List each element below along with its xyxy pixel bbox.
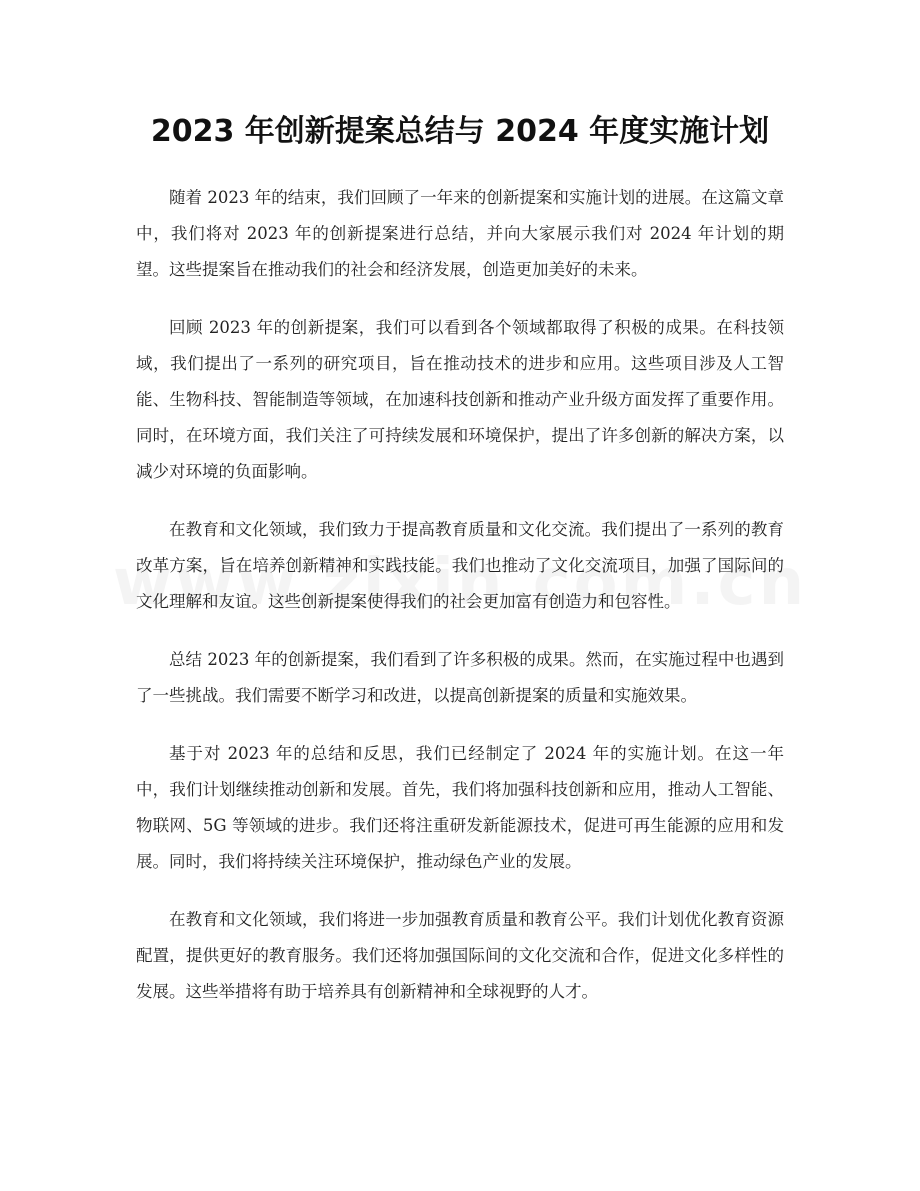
paragraph-5: 基于对 2023 年的总结和反思，我们已经制定了 2024 年的实施计划。在这一年中，我们计划继续推动创新和发展。首先，我们将加强科技创新和应用，推动人工智能、物联网、5G 等领域的进步。我们还将注重研发新能源技术，促进可再生能源的应用和发展。同时，我们将持续关注环境保护，推动绿色产业的发展。 [136,744,784,871]
paragraph-3: 在教育和文化领域，我们致力于提高教育质量和文化交流。我们提出了一系列的教育改革方案，旨在培养创新精神和实践技能。我们也推动了文化交流项目，加强了国际间的文化理解和友谊。这些创新提案使得我们的社会更加富有创造力和包容性。 [136,520,784,611]
paragraph-1: 随着 2023 年的结束，我们回顾了一年来的创新提案和实施计划的进展。在这篇文章中，我们将对 2023 年的创新提案进行总结，并向大家展示我们对 2024 年计划的期望。这些提案旨在推动我们的社会和经济发展，创造更加美好的未来。 [136,188,784,279]
paragraph-4: 总结 2023 年的创新提案，我们看到了许多积极的成果。然而，在实施过程中也遇到了一些挑战。我们需要不断学习和改进，以提高创新提案的质量和实施效果。 [136,650,784,705]
document-body [136,180,784,1032]
document-title: 2023 年创新提案总结与 2024 年度实施计划 [150,114,770,149]
paragraph-6: 在教育和文化领域，我们将进一步加强教育质量和教育公平。我们计划优化教育资源配置，提供更好的教育服务。我们还将加强国际间的文化交流和合作，促进文化多样性的发展。这些举措将有助于培养具有创新精神和全球视野的人才。 [136,910,784,1001]
paragraph-2: 回顾 2023 年的创新提案，我们可以看到各个领域都取得了积极的成果。在科技领域，我们提出了一系列的研究项目，旨在推动技术的进步和应用。这些项目涉及人工智能、生物科技、智能制造等领域，在加速科技创新和推动产业升级方面发挥了重要作用。同时，在环境方面，我们关注了可持续发展和环境保护，提出了许多创新的解决方案，以减少对环境的负面影响。 [136,318,784,481]
